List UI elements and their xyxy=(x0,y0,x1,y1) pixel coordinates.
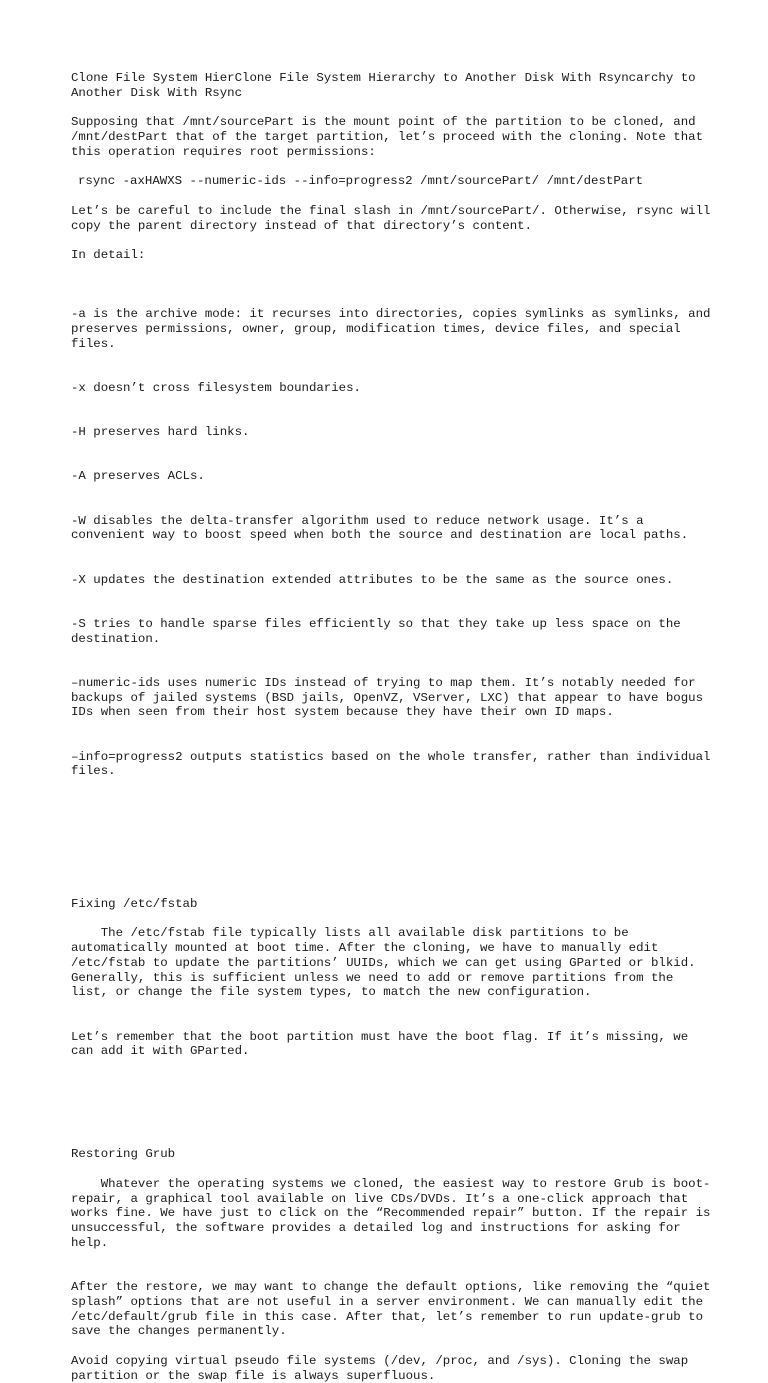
section-gap xyxy=(71,1074,711,1118)
grub-after-paragraph: After the restore, we may want to change the default options, like removing the “quiet splash” options that are not useful in a server environment. We can manually edit the /etc/default/grub file in this case. After that, let’s remember to run update-grub to save the changes permanently. xyxy=(71,1280,718,1339)
option-x: -x doesn’t cross filesystem boundaries. xyxy=(71,380,361,395)
in-detail-label: In detail: xyxy=(71,248,146,262)
option-xattrs: -X updates the destination extended attributes to be the same as the source ones. xyxy=(71,572,674,587)
grub-heading: Restoring Grub xyxy=(71,1147,176,1162)
option-sparse: -S tries to handle sparse files efficiently so that they take up less space on the destination. xyxy=(71,616,689,646)
slash-note-paragraph: Let’s be careful to include the final slash in /mnt/sourcePart/. Otherwise, rsync will copy the parent directory instead of that directory’s content. xyxy=(71,203,718,233)
fstab-body: The /etc/fstab file typically lists all available disk partitions to be automatically mounted at boot time. After the cloning, we have to manually edit /etc/fstab to update the partitions’ UUIDs, which we can get using GParted or blkid. Generally, this is sufficient unless we need to add or remove partitions from the list, or change the file system types, to match the new configuration. xyxy=(71,926,704,1000)
intro-paragraph: Supposing that /mnt/sourcePart is the mount point of the partition to be cloned, and /mnt/destPart that of the target partition, let’s proceed with the cloning. Note that this operation requires root permissions: xyxy=(71,115,711,159)
option-info-progress: –info=progress2 outputs statistics based on the whole transfer, rather than individual files. xyxy=(71,749,718,779)
document-page xyxy=(71,71,718,1383)
option-numeric-ids: –numeric-ids uses numeric IDs instead of trying to map them. It’s notably needed for backups of jailed systems (BSD jails, OpenVZ, VServer, LXC) that appear to have bogus IDs when seen from their host system because they have their own ID maps. xyxy=(71,675,711,720)
option-hardlinks: -H preserves hard links. xyxy=(71,425,250,439)
avoid-paragraph: Avoid copying virtual pseudo file systems (/dev, /proc, and /sys). Cloning the swap partition or the swap file is always superfluous. xyxy=(71,1353,696,1383)
option-archive: -a is the archive mode: it recurses into directories, copies symlinks as symlinks, and preserves permissions, owner, group, modification times, device files, and special files. xyxy=(71,307,718,351)
fstab-section xyxy=(71,867,711,1015)
document-title: Clone File System HierClone File System Hierarchy to Another Disk With Rsyncarchy to Another Disk With Rsync xyxy=(71,71,704,100)
options-list xyxy=(71,278,718,809)
grub-section xyxy=(71,1118,718,1266)
rsync-command: rsync -axHAWXS --numeric-ids --info=progress2 /mnt/sourcePart/ /mnt/destPart xyxy=(78,174,644,189)
section-gap xyxy=(71,823,711,867)
fstab-boot-flag-note: Let’s remember that the boot partition must have the boot flag. If it’s missing, we can add it with GParted. xyxy=(71,1029,696,1059)
option-acls: -A preserves ACLs. xyxy=(71,469,205,484)
fstab-heading: Fixing /etc/fstab xyxy=(71,896,198,911)
option-whole-file: -W disables the delta-transfer algorithm used to reduce network usage. It’s a convenient way to boost speed when both the source and destination are local paths. xyxy=(71,513,689,543)
grub-body: Whatever the operating systems we cloned, the easiest way to restore Grub is boot-repair, a graphical tool available on live CDs/DVDs. It’s a one-click approach that works fine. We have just to click on the “Recommended repair” button. If the repair is unsuccessful, the software provides a detailed log and instructions for asking for help. xyxy=(71,1176,718,1250)
